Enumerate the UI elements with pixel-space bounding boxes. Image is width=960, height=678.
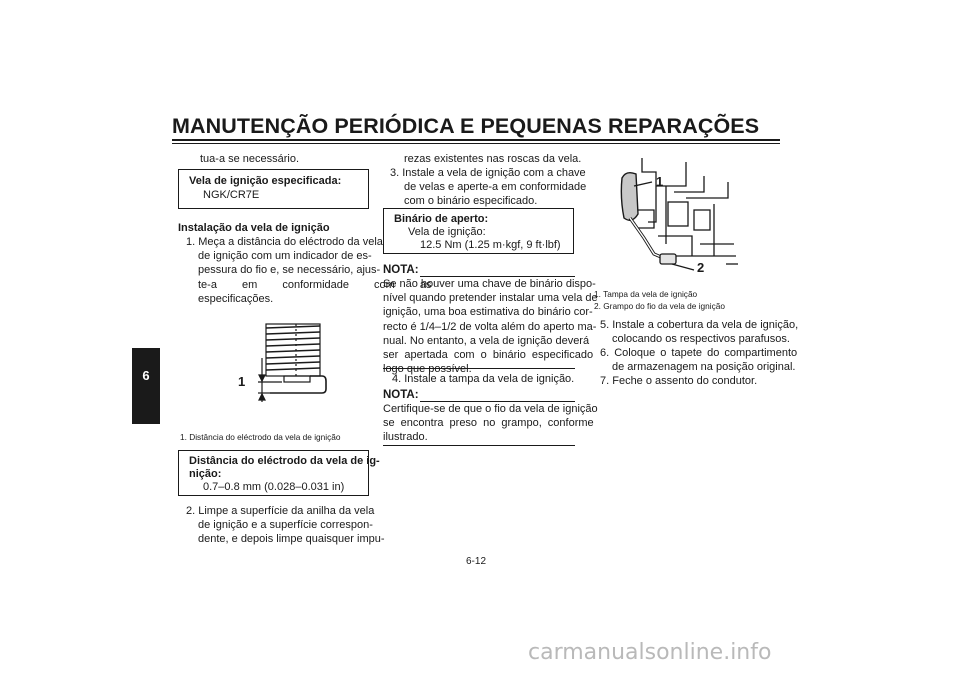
step-2-line: dente, e depois limpe quaisquer impu- [198,533,385,546]
spec-box-value: NGK/CR7E [203,189,260,201]
section-tab: 6 [132,348,160,424]
step-6-line: 6. Coloque o tapete do compartimento [600,347,798,359]
step-3-line: 3. Instale a vela de ignição com a chave [390,167,586,179]
note-line: logo que possível. [383,363,472,376]
note-line: nual. No entanto, a vela de ignição deverá [383,334,590,347]
step-5-line: colocando os respectivos parafusos. [612,333,790,346]
note-line: recto é 1/4–1/2 de volta além do aperto ma- [383,320,597,333]
step-2 [186,504,385,547]
note-rule [383,445,575,446]
step-6 [600,346,798,374]
note-line: nível quando pretender instalar uma vela de [383,292,598,305]
note-line: ser apertada com o binário especificado [383,349,594,362]
spec-box-spark-plug [178,169,369,209]
continued-text: tua-a se necessário. [200,153,300,165]
step-4: 4. Instale a tampa da vela de ignição. [392,373,575,385]
watermark: carmanualsonline.info [528,640,772,665]
header-rule-thin [172,143,780,144]
step-2-line: de ignição e a superfície correspon- [198,519,373,532]
step-2-line: 2. Limpe a superfície da anilha da vela [186,505,375,517]
note-line: ignição, uma boa estimativa do binário cor- [383,306,593,319]
note-line: Certifique-se de que o fio da vela de ignição [383,403,598,415]
spec-box-title: Distância do eléctrodo da vela de ig- [189,455,380,467]
header-rule [172,139,780,141]
figure-callout: 1 [238,374,246,389]
step-5-line: 5. Instale a cobertura da vela de ignição, [600,319,799,331]
step-1-line: 1. Meça a distância do eléctrodo da vela [186,236,383,248]
figure-callout: 1 [656,174,664,189]
page-title: MANUTENÇÃO PERIÓDICA E PEQUENAS REPARAÇÕES [172,114,760,138]
step-1-line: especificações. [198,292,274,305]
spec-box-value: 12.5 Nm (1.25 m·kgf, 9 ft·lbf) [420,239,561,251]
note-body [383,277,598,376]
step-1-line: de ignição com um indicador de es- [198,250,372,263]
step-5 [600,318,799,346]
figure-callout: 2 [697,260,705,275]
step-1-line: pessura do fio e, se necessário, ajus- [198,264,381,277]
figure-caption: 1. Distância do eléctrodo da vela de ignição [180,432,341,442]
note-line: ilustrado. [383,431,428,444]
note-line: Se não houver uma chave de binário dispo- [383,278,596,290]
note-heading: NOTA: [383,264,419,276]
spec-box-gap [178,450,380,496]
figure-caption: 1. Tampa da vela de ignição [594,289,698,299]
spec-box-title: nição: [189,468,222,480]
step-1-line: te-a em conformidade com as [198,278,432,291]
figure-caption: 2. Grampo do fio da vela de ignição [594,301,725,311]
spark-plug-cap-illustration [596,152,742,280]
step-3-line: de velas e aperte-a em conformidade [404,181,587,194]
page-number: 6-12 [466,556,487,567]
note-line: se encontra preso no grampo, conforme [383,417,594,430]
spec-box-title: Binário de aperto: [394,213,489,225]
step-3-line: com o binário especificado. [404,195,538,208]
section-heading: Instalação da vela de ignição [178,222,330,234]
note-body [383,402,598,445]
spec-box-title: Vela de ignição especificada: [189,175,342,187]
spec-box-subtitle: Vela de ignição: [408,226,486,238]
step-6-line: de armazenagem na posição original. [612,361,796,374]
step-7: 7. Feche o assento do condutor. [600,375,758,387]
spec-box-value: 0.7–0.8 mm (0.028–0.031 in) [203,481,345,493]
step-3 [390,166,587,209]
spec-box-torque [383,208,574,254]
note-rule [383,368,575,369]
spark-plug-gap-illustration [226,318,338,402]
note-heading: NOTA: [383,389,419,401]
continued-text: rezas existentes nas roscas da vela. [404,153,582,165]
